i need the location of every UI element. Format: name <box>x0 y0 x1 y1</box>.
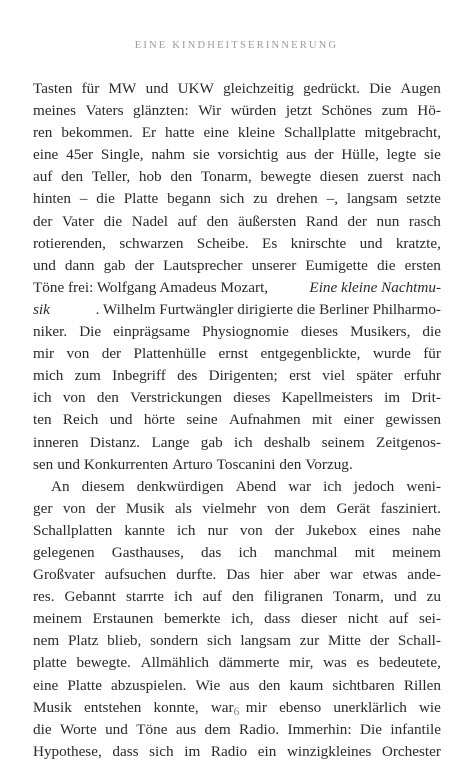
word: kannte <box>124 521 165 539</box>
word: hob <box>138 168 162 186</box>
text-line <box>33 498 441 520</box>
word: war <box>210 698 234 716</box>
word: drehen <box>276 190 318 208</box>
word: ger <box>33 499 53 517</box>
word: Tasten <box>33 80 73 97</box>
word: weni- <box>406 477 441 495</box>
word: den <box>61 168 84 186</box>
word: Mitte <box>327 632 361 650</box>
word: unserer <box>251 256 297 274</box>
word: entgegenblickte, <box>260 345 361 363</box>
word: Es <box>262 234 278 252</box>
text-line <box>33 741 441 763</box>
word: erst <box>289 367 311 385</box>
word: –, <box>326 190 338 208</box>
word: einprägsame <box>113 323 190 341</box>
word: nur <box>207 521 228 539</box>
word: Erstaunen <box>92 610 154 628</box>
text-line <box>33 409 441 431</box>
text-line <box>33 211 441 233</box>
word: Er <box>141 124 157 142</box>
word: dieses <box>233 389 271 407</box>
word: im <box>384 389 401 407</box>
word: bekommen. <box>61 124 133 142</box>
word: dieses <box>300 323 339 341</box>
word: Rillen <box>403 676 441 694</box>
word: Wie <box>195 676 221 694</box>
word: jedoch <box>353 477 395 495</box>
word: Musik <box>125 499 165 517</box>
word: eine <box>33 146 59 164</box>
word: vielmehr <box>202 499 257 517</box>
word: Jukebox <box>306 521 357 539</box>
word: Eumigette <box>305 256 368 274</box>
word: aus <box>286 146 307 164</box>
word: für <box>81 80 100 97</box>
word: Drit- <box>411 389 441 407</box>
word: bedeutete, <box>378 654 441 672</box>
word: abzuspielen. <box>110 676 187 694</box>
word: legte <box>386 146 417 164</box>
word: der <box>134 256 155 274</box>
word: der <box>314 146 334 164</box>
word: Lange <box>151 433 190 451</box>
word: filigranen <box>263 588 323 606</box>
text-line <box>33 586 441 608</box>
word: nahm <box>151 146 186 164</box>
word: des <box>177 367 198 385</box>
body-text <box>33 78 441 763</box>
word: Musikers, <box>350 323 411 341</box>
text-line <box>33 652 441 674</box>
text-line <box>33 564 441 586</box>
word: Single, <box>100 146 144 164</box>
word: etwas <box>362 566 398 584</box>
word: seine <box>186 411 218 429</box>
word: die <box>376 256 396 274</box>
word: unerklärlich <box>333 698 407 716</box>
word: hatte <box>165 124 195 142</box>
word: aufsuchen <box>104 566 167 584</box>
word: dass <box>112 742 139 760</box>
word: Platz <box>67 632 99 650</box>
word: infantile <box>390 720 441 738</box>
word: starrte <box>126 588 164 606</box>
word: winzigkleines <box>286 742 372 760</box>
text-line <box>33 78 441 100</box>
word: Physiognomie <box>201 323 289 341</box>
text-line <box>33 520 441 542</box>
word: von <box>266 499 290 517</box>
word: gab <box>103 256 126 274</box>
paragraph-first-line <box>33 476 441 498</box>
word: Radio. <box>239 720 280 738</box>
word: ich, <box>231 610 254 628</box>
word: rasch <box>408 212 441 230</box>
word: ich <box>234 433 253 451</box>
word: Kapellmeisters <box>281 389 373 407</box>
word: eine <box>33 676 59 694</box>
word: schwarzen <box>119 234 184 252</box>
word: aus <box>229 676 250 694</box>
word: meinem <box>33 610 82 628</box>
word: bewegte. <box>76 654 131 672</box>
word: das <box>201 543 222 561</box>
word: wurde <box>372 345 411 363</box>
word: Musik <box>33 698 72 716</box>
word: Distanz. <box>89 433 141 451</box>
word: sichtbaren <box>332 676 395 694</box>
word: Konkurrenten <box>83 455 169 473</box>
word: durfte. <box>176 566 217 584</box>
word: setzte <box>406 190 441 208</box>
text-line <box>33 542 441 564</box>
word: rotierenden, <box>33 234 106 252</box>
word: Scheibe. <box>196 234 249 252</box>
word: mir, <box>289 654 314 672</box>
word: manchmal <box>274 543 338 561</box>
word: zu <box>426 588 441 606</box>
word: Schallplatte <box>283 124 356 142</box>
word: und <box>145 80 169 97</box>
word: glänzten: <box>133 102 189 120</box>
word: die <box>422 323 441 341</box>
word: zum <box>381 102 408 120</box>
word: Platte <box>123 190 159 208</box>
word: diesem <box>81 477 125 495</box>
word: hinten <box>33 190 71 208</box>
word: Platte <box>67 676 102 694</box>
word: den <box>231 588 254 606</box>
text-line <box>33 432 441 454</box>
word: Großvater <box>33 566 95 584</box>
word: auf <box>388 610 409 628</box>
word: meines <box>33 102 77 120</box>
word: mir <box>245 698 267 716</box>
word: Orchester <box>381 742 441 760</box>
word: denkwürdigen <box>136 477 224 495</box>
word: platte <box>33 654 67 672</box>
word: seinem <box>321 433 365 451</box>
word: und <box>393 588 417 606</box>
word: Rand <box>305 212 338 230</box>
word: entstehen <box>84 698 142 716</box>
word: ten <box>33 411 52 429</box>
word: eine <box>203 124 229 142</box>
word: zu <box>253 190 268 208</box>
word: Gerät <box>336 499 371 517</box>
word: An <box>51 477 70 495</box>
word: ein <box>257 742 277 760</box>
word: gedrückt. <box>303 80 361 97</box>
word: Tonarm, <box>332 588 384 606</box>
word: Allmählich <box>140 654 209 672</box>
book-title-italic: Eine kleine Nachtmu- <box>309 278 441 296</box>
word: und <box>33 256 56 274</box>
word: gleichzeitig <box>223 80 294 97</box>
word: ersten <box>404 256 441 274</box>
word: und <box>57 455 80 473</box>
word: den <box>96 389 119 407</box>
word: Die <box>360 720 382 738</box>
word: Reich <box>62 411 99 429</box>
word: UKW <box>177 80 214 97</box>
text-line <box>33 166 441 188</box>
word: inneren <box>33 433 79 451</box>
word: mitgebracht, <box>364 124 441 142</box>
word: knirschte <box>290 234 347 252</box>
word: Radio <box>210 742 248 760</box>
word: sich <box>219 190 245 208</box>
word: dann <box>64 256 95 274</box>
word: zur <box>299 632 320 650</box>
text-line <box>33 100 441 122</box>
word: den <box>206 212 229 230</box>
word: Vaters <box>85 102 124 120</box>
word: sie <box>423 146 441 164</box>
word: sondern <box>150 632 199 650</box>
word: hörte <box>143 411 176 429</box>
word: war <box>329 566 353 584</box>
word: dem <box>299 499 327 517</box>
line-roman-part: Töne frei: Wolfgang Amadeus Mozart, <box>33 278 269 296</box>
word: äußersten <box>238 212 297 230</box>
word: Die <box>369 80 392 97</box>
word: konnte, <box>153 698 199 716</box>
word: Worte <box>59 720 97 738</box>
text-line <box>33 365 441 387</box>
word: eines <box>368 521 401 539</box>
word: der <box>347 212 367 230</box>
word: gewissen <box>385 411 441 429</box>
word: Gasthauses, <box>111 543 184 561</box>
word: Schallplatten <box>33 521 113 539</box>
word: und <box>359 234 383 252</box>
word: mit <box>311 411 333 429</box>
word: der <box>369 632 390 650</box>
word: kaum <box>289 676 324 694</box>
text-line <box>33 255 441 277</box>
text-line <box>33 608 441 630</box>
word: zuerst <box>367 168 404 186</box>
word: einer <box>343 411 374 429</box>
word: Abend <box>235 477 277 495</box>
word: Schall- <box>397 632 441 650</box>
word: dämmerte <box>218 654 280 672</box>
word: Tonarm, <box>200 168 252 186</box>
word: auf <box>202 588 222 606</box>
word: von <box>66 345 90 363</box>
word: Arturo <box>172 455 213 473</box>
word: Augen <box>400 80 441 97</box>
word: sich <box>149 742 174 760</box>
word: zum <box>74 367 101 385</box>
word: ich <box>33 389 52 407</box>
word: war <box>288 477 312 495</box>
word: und <box>105 720 128 738</box>
word: jetzt <box>285 102 312 120</box>
text-line <box>33 277 441 299</box>
book-title-italic: sik <box>33 300 50 318</box>
word: später <box>356 367 393 385</box>
text-line <box>33 188 441 210</box>
text-line <box>33 719 441 741</box>
word: ande- <box>407 566 441 584</box>
word: vorsichtig <box>217 146 279 164</box>
word: Hö- <box>417 102 441 120</box>
word: sei- <box>418 610 441 628</box>
word: Toscanini <box>216 455 276 473</box>
word: Hypothese, <box>33 742 102 760</box>
word: deshalb <box>263 433 311 451</box>
text-line <box>33 630 441 652</box>
word: Gebannt <box>64 588 116 606</box>
word: – <box>79 190 88 208</box>
word: ernst <box>218 345 249 363</box>
word: Das <box>226 566 250 584</box>
word: Teller, <box>91 168 131 186</box>
word: Inbegriff <box>112 367 166 385</box>
word: es <box>356 654 370 672</box>
word: ren <box>33 124 53 142</box>
word: bewegte <box>260 168 312 186</box>
word: nem <box>33 632 60 650</box>
text-line <box>33 233 441 255</box>
word: nahe <box>412 521 441 539</box>
word: Töne <box>136 720 168 738</box>
word: und <box>109 411 133 429</box>
word: Vorzug. <box>305 455 353 473</box>
word: aus <box>175 720 197 738</box>
word: nach <box>412 168 441 186</box>
paragraph-last-line <box>33 454 441 476</box>
word: ich <box>238 543 258 561</box>
word: mir <box>33 345 55 363</box>
word: wie <box>418 698 441 716</box>
word: die <box>103 212 123 230</box>
word: Nadel <box>131 212 169 230</box>
running-head: EINE KINDHEITSERINNERUNG <box>134 40 339 51</box>
word: der <box>274 521 295 539</box>
text-line <box>33 675 441 697</box>
word: Aufnahmen <box>228 411 301 429</box>
word: ich <box>173 588 193 606</box>
text-line <box>33 321 441 343</box>
word: Zeitgenos- <box>376 433 441 451</box>
word: Verstrickungen <box>130 389 223 407</box>
word: auf <box>33 168 53 186</box>
word: ebenso <box>279 698 322 716</box>
word: bemerkte <box>163 610 221 628</box>
word: langsam <box>346 190 398 208</box>
text-line <box>33 144 441 166</box>
word: den <box>279 455 302 473</box>
word: langsam <box>240 632 291 650</box>
word: von <box>62 389 86 407</box>
word: Wir <box>198 102 222 120</box>
word: gelegenen <box>33 543 95 561</box>
word: von <box>239 521 263 539</box>
word: was <box>323 654 347 672</box>
word: auf <box>177 212 197 230</box>
word: die <box>96 190 115 208</box>
word: Dirigenten; <box>208 367 278 385</box>
word: der <box>33 212 53 230</box>
word: kratzte, <box>395 234 441 252</box>
text-line <box>33 299 441 321</box>
word: Plattenhülle <box>133 345 207 363</box>
word: sich <box>207 632 232 650</box>
word: nicht <box>347 610 379 628</box>
word: für <box>423 345 441 363</box>
word: Vater <box>61 212 95 230</box>
word: Die <box>79 323 102 341</box>
word: aber <box>293 566 320 584</box>
word: niker. <box>33 323 68 341</box>
word: 45er <box>66 146 94 164</box>
word: die <box>33 720 52 738</box>
word: blieb, <box>107 632 142 650</box>
word: meinem <box>392 543 441 561</box>
word: dieser <box>300 610 338 628</box>
word: Lautsprecher <box>163 256 243 274</box>
word: mich <box>33 367 64 385</box>
word: nun <box>376 212 400 230</box>
word: Hülle, <box>341 146 379 164</box>
word: als <box>175 499 192 517</box>
word: Immerhin: <box>287 720 352 738</box>
word: MW <box>108 80 137 97</box>
text-line <box>33 122 441 144</box>
text-line <box>33 387 441 409</box>
word: begann <box>167 190 212 208</box>
word: Schönes <box>321 102 373 120</box>
word: dass <box>264 610 291 628</box>
word: von <box>62 499 86 517</box>
word: kleine <box>237 124 275 142</box>
word: sie <box>192 146 210 164</box>
word: hier <box>259 566 284 584</box>
page-number: 6 <box>233 704 240 718</box>
word: ich <box>323 477 342 495</box>
word: gab <box>200 433 223 451</box>
word: sen <box>33 455 54 473</box>
line-roman-part: . Wilhelm Furtwängler dirigierte die Berliner Philharmo- <box>95 300 441 318</box>
word: den <box>258 676 281 694</box>
word: res. <box>33 588 55 606</box>
word: der <box>101 345 122 363</box>
word: fasziniert. <box>380 499 441 517</box>
word: ich <box>176 521 196 539</box>
word: erfuhr <box>403 367 441 385</box>
word: der <box>96 499 116 517</box>
text-line <box>33 343 441 365</box>
word: dem <box>204 720 231 738</box>
word: würden <box>230 102 277 120</box>
word: diesen <box>319 168 359 186</box>
word: im <box>184 742 201 760</box>
word: viel <box>322 367 346 385</box>
word: den <box>170 168 193 186</box>
word: mit <box>354 543 375 561</box>
